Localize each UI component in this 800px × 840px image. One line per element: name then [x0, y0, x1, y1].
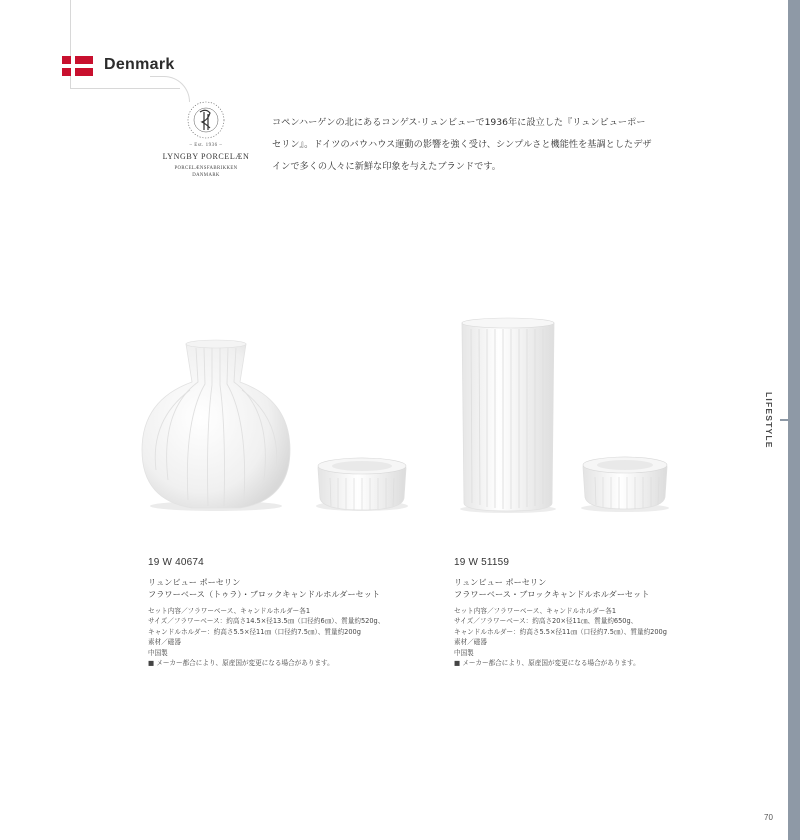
spec-line: 素材／磁器	[454, 638, 487, 647]
block-candle-holder-2	[581, 457, 669, 512]
spec-line: 中国製	[454, 648, 474, 657]
product-name-line1: リュンビュー ポーセリン	[148, 577, 241, 587]
spec-line: 素材／磁器	[148, 638, 181, 647]
page-number: 70	[764, 813, 773, 822]
side-strip-tick	[780, 419, 800, 421]
product-photo-vase-set	[455, 315, 680, 520]
product-name	[148, 576, 380, 600]
product-code: 19 W 51159	[454, 557, 510, 568]
product-name-line2: フラワーベース・ブロックキャンドルホルダーセット	[454, 589, 650, 599]
brand-subtitle-line2: DANMARK	[192, 173, 220, 178]
monogram-seal-icon	[186, 100, 226, 140]
spec-line: セット内容／フラワーベース、キャンドルホルダー各1	[454, 607, 617, 615]
product-specs	[454, 606, 667, 668]
brand-subtitle	[146, 165, 266, 179]
country-heading: Denmark	[104, 56, 175, 73]
brand-name: LYNGBY PORCELÆN	[162, 152, 250, 161]
product-name-line1: リュンビュー ポーセリン	[454, 577, 547, 587]
spec-line: サイズ／フラワーベース：約高さ20×径11㎝、質量約650g、	[454, 617, 638, 626]
product-photo-tura-set	[140, 330, 420, 520]
header-rule-curve	[150, 76, 190, 102]
spec-note: ■ メーカー都合により、原産国が変更になる場合があります。	[454, 659, 640, 668]
brand-logo	[146, 100, 266, 196]
brand-est: – Est. 1936 –	[189, 143, 223, 148]
spec-line: 中国製	[148, 648, 168, 657]
product-name-line2: フラワーベース（トゥラ）・ブロックキャンドルホルダーセット	[148, 589, 381, 599]
spec-note: ■ メーカー都合により、原産国が変更になる場合があります。	[148, 659, 334, 668]
product-name	[454, 576, 649, 600]
brand-subtitle-line1: PORCELÆNSFABRIKKEN	[174, 166, 238, 171]
spec-line: キャンドルホルダー：約高さ5.5×径11㎝（口径約7.5㎝）、質量約200g	[148, 627, 361, 636]
spec-line: キャンドルホルダー：約高さ5.5×径11㎝（口径約7.5㎝）、質量約200g	[454, 627, 667, 636]
product-code: 19 W 40674	[148, 557, 204, 568]
spec-line: サイズ／フラワーベース：約高さ14.5×径13.5㎝（口径約6㎝）、質量約520g、	[148, 617, 385, 626]
spec-line: セット内容／フラワーベース、キャンドルホルダー各1	[148, 607, 311, 615]
lyngby-tall-vase	[460, 318, 556, 513]
tura-vase	[142, 340, 290, 511]
product-specs	[148, 606, 384, 668]
brand-intro-text: コペンハーゲンの北にあるコンゲス·リュンビューで1936年に設立した『リュンビューポーセリン』。ドイツのバウハウス運動の影響を強く受け、シンプルさと機能性を基調としたデザインで多くの人々に新鮮な印象を与えたブランドです。	[272, 117, 652, 172]
block-candle-holder-1	[316, 458, 408, 511]
denmark-flag-icon	[62, 56, 93, 76]
section-side-label: LIFESTYLE	[764, 392, 774, 449]
